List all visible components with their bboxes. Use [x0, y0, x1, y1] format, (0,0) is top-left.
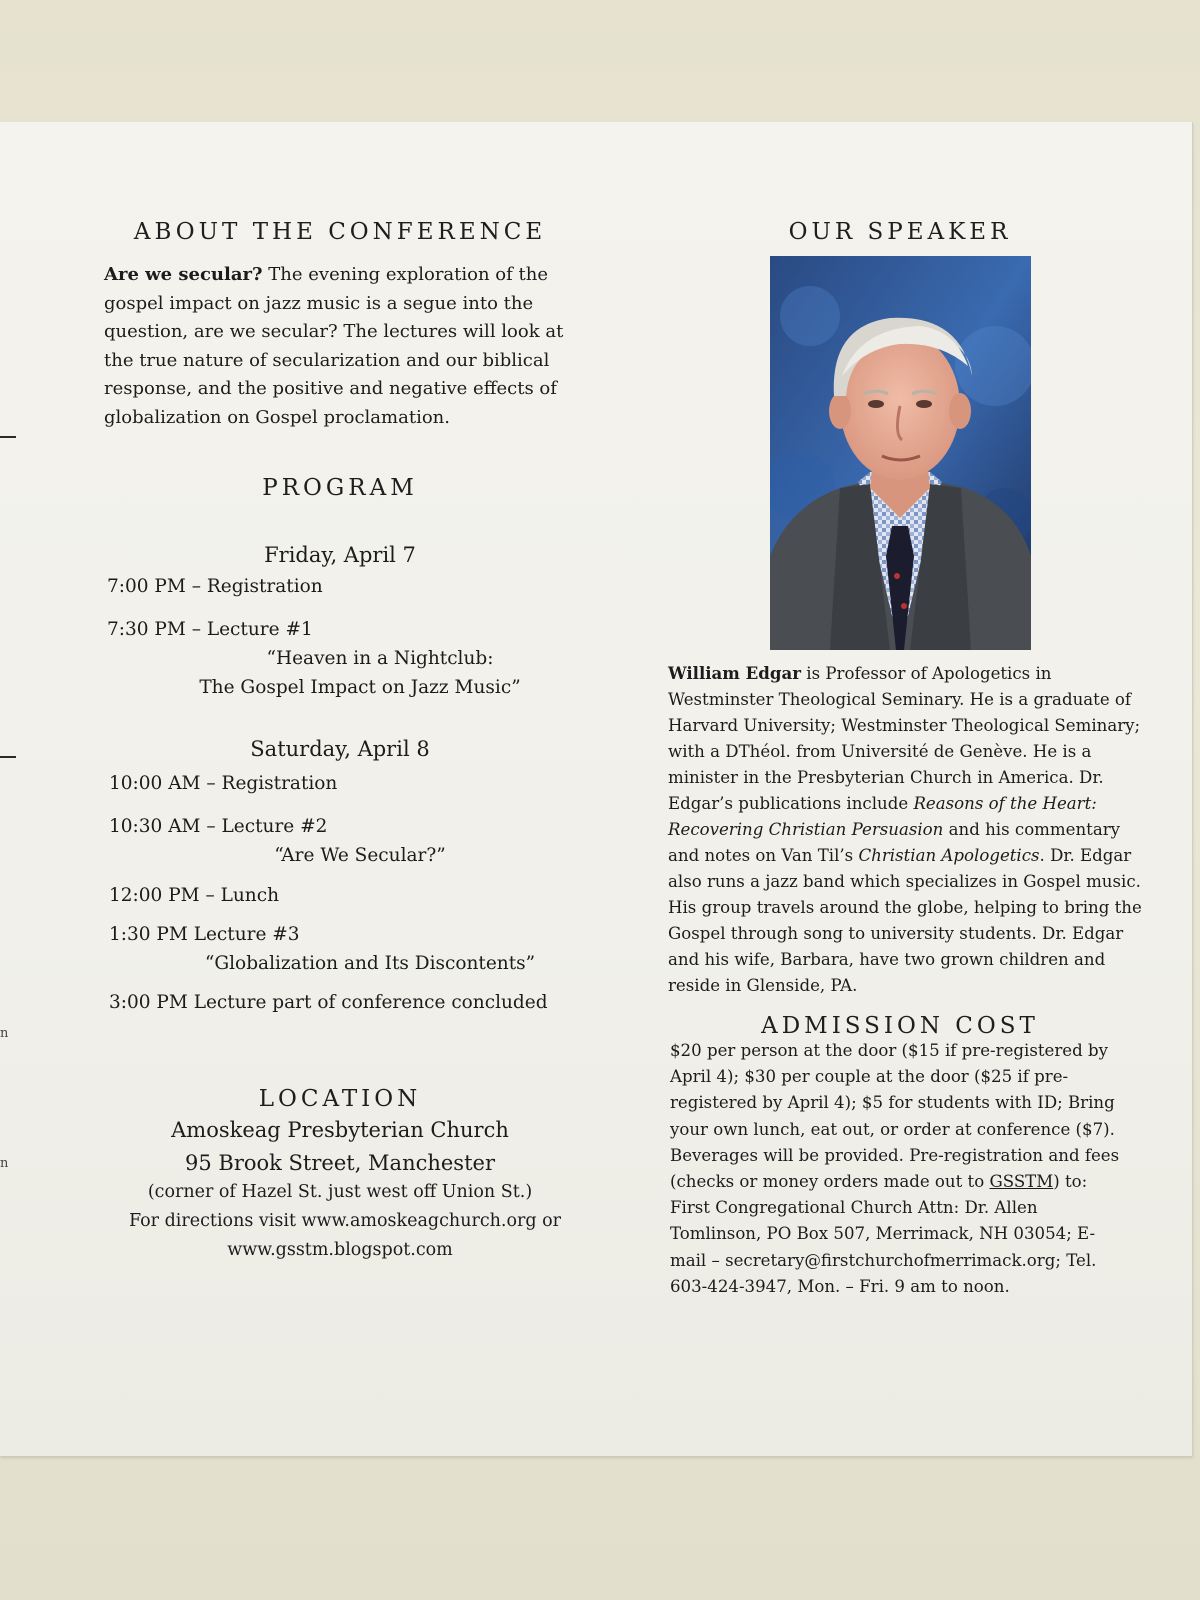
- saturday-concluded: 3:00 PM Lecture part of conference concluded: [109, 992, 548, 1013]
- saturday-lunch: 12:00 PM – Lunch: [109, 885, 279, 906]
- speaker-book-2: Christian Apologetics: [858, 846, 1040, 865]
- speaker-bio-part-1: is Professor of Apologetics in Westminster Theological Seminary. He is a graduate of Harvard University; Westminster Theological Seminary; with a DThéol. from Université de Genève. He is a minister in the Presbyterian Church in America. Dr. Edgar’s publications include: [668, 664, 1141, 813]
- admission-org: GSSTM: [989, 1172, 1054, 1192]
- friday-lecture-title-2: The Gospel Impact on Jazz Music”: [199, 677, 521, 698]
- edge-mark: [0, 436, 16, 438]
- friday-lecture-title-1: “Heaven in a Nightclub:: [266, 648, 494, 669]
- edge-mark: [0, 756, 16, 758]
- admission-text-part-1: $20 per person at the door ($15 if pre-registered by April 4); $30 per couple at the door ($25 if pre-registered by April 4); $5 for students with ID; Bring your own lunch, eat out, or order at conference ($7). Beverages will be provided. Pre-registration and fees (checks or money orders made out to: [670, 1041, 1120, 1192]
- saturday-day: Saturday, April 8: [250, 737, 430, 761]
- speaker-book-1: Reasons of the Heart: Recovering Christian Persuasion: [668, 794, 1097, 839]
- friday-registration: 7:00 PM – Registration: [107, 576, 323, 597]
- saturday-lecture-2-title: “Are We Secular?”: [274, 845, 446, 866]
- margin-letter: n: [0, 1026, 9, 1041]
- margin-letter: n: [0, 1156, 9, 1171]
- location-directions: For directions visit www.amoskeagchurch.org or: [128, 1211, 562, 1231]
- location-corner: (corner of Hazel St. just west off Union St.): [147, 1182, 533, 1202]
- friday-lecture: 7:30 PM – Lecture #1: [107, 619, 313, 640]
- about-body: The evening exploration of the gospel impact on jazz music is a segue into the question, are we secular? The lectures will look at the true nature of secularization and our biblical response, and the positive and negative effects of globalization on Gospel proclamation.: [104, 264, 564, 428]
- admission-text: [670, 1038, 1130, 1300]
- saturday-registration: 10:00 AM – Registration: [109, 773, 338, 794]
- about-heading: ABOUT THE CONFERENCE: [133, 219, 547, 245]
- saturday-lecture-2: 10:30 AM – Lecture #2: [109, 816, 328, 837]
- admission-text-part-2: ) to: First Congregational Church Attn: Dr. Allen Tomlinson, PO Box 507, Merrimack, NH 03054; E-mail – secretary@firstchurchofmerrimack.org; Tel. 603-424-3947, Mon. – Fri. 9 am to noon.: [670, 1172, 1097, 1296]
- location-blog: www.gsstm.blogspot.com: [227, 1240, 453, 1260]
- location-address: 95 Brook Street, Manchester: [184, 1151, 495, 1175]
- speaker-heading: OUR SPEAKER: [788, 219, 1012, 245]
- speaker-bio: [668, 660, 1143, 999]
- speaker-portrait: [770, 256, 1031, 650]
- speaker-bio-part-2: and his commentary and notes on Van Til’s: [668, 820, 1121, 865]
- saturday-lecture-3: 1:30 PM Lecture #3: [109, 924, 300, 945]
- speaker-bio-part-3: . Dr. Edgar also runs a jazz band which specializes in Gospel music. His group travels around the globe, helping to bring the Gospel through song to university students. Dr. Edgar and his wife, Barbara, have two grown children and reside in Glenside, PA.: [668, 846, 1142, 995]
- program-heading: PROGRAM: [262, 475, 418, 501]
- location-church: Amoskeag Presbyterian Church: [171, 1118, 509, 1142]
- speaker-name: William Edgar: [668, 663, 801, 683]
- friday-day: Friday, April 7: [264, 543, 416, 567]
- about-paragraph: [104, 261, 574, 433]
- admission-heading: ADMISSION COST: [761, 1013, 1039, 1039]
- saturday-lecture-3-title: “Globalization and Its Discontents”: [204, 953, 536, 974]
- speaker-photo: [770, 256, 1031, 650]
- location-heading: LOCATION: [258, 1086, 422, 1112]
- about-lead: Are we secular?: [104, 264, 263, 285]
